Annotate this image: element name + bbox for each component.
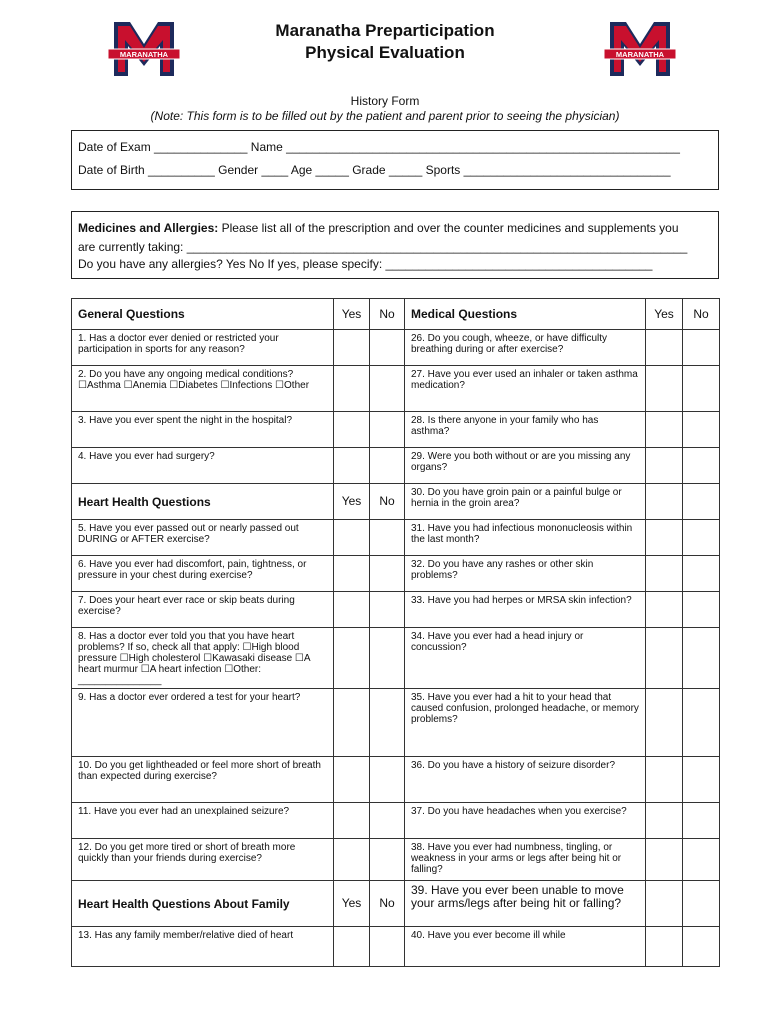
left-yes-cell[interactable] xyxy=(334,628,370,689)
right-no-cell[interactable] xyxy=(683,881,720,927)
left-question: 1. Has a doctor ever denied or restricted your participation in sports for any reason? xyxy=(72,330,334,366)
left-yes-cell[interactable] xyxy=(334,412,370,448)
right-question: 40. Have you ever become ill while xyxy=(405,927,646,967)
table-row xyxy=(72,412,720,448)
right-no-cell[interactable] xyxy=(683,803,720,839)
right-question: 39. Have you ever been unable to move your arms/legs after being hit or falling? xyxy=(405,881,646,927)
right-no-cell[interactable] xyxy=(683,366,720,412)
left-yes-cell[interactable] xyxy=(334,757,370,803)
left-yes-cell[interactable] xyxy=(334,448,370,484)
left-no-cell[interactable] xyxy=(370,757,405,803)
table-row xyxy=(72,839,720,881)
table-row xyxy=(72,520,720,556)
logo-text: MARANATHA xyxy=(119,50,169,59)
left-question: 8. Has a doctor ever told you that you have heart problems? If so, check all that apply: ☐High blood pressure ☐High cholesterol ☐Kawasaki disease ☐A heart murmur ☐A heart infection ☐Other: _______________ xyxy=(72,628,334,689)
table-row xyxy=(72,366,720,412)
title-line-1: Maranatha Preparticipation xyxy=(275,21,495,40)
medicines-taking-line[interactable]: are currently taking: ___________________________________________________________________________ xyxy=(78,240,688,254)
left-yes-cell[interactable] xyxy=(334,366,370,412)
right-yes-cell[interactable] xyxy=(646,484,683,520)
left-no-cell[interactable] xyxy=(370,366,405,412)
right-no-cell[interactable] xyxy=(683,592,720,628)
left-question: 5. Have you ever passed out or nearly passed out DURING or AFTER exercise? xyxy=(72,520,334,556)
right-no-cell[interactable] xyxy=(683,927,720,967)
right-question: 36. Do you have a history of seizure disorder? xyxy=(405,757,646,803)
right-no-cell[interactable] xyxy=(683,448,720,484)
left-question: Heart Health Questions xyxy=(72,484,334,520)
medicines-text: Please list all of the prescription and over the counter medicines and supplements you xyxy=(218,221,679,235)
right-yes-cell[interactable] xyxy=(646,592,683,628)
left-yes-cell[interactable] xyxy=(334,927,370,967)
table-row xyxy=(72,299,720,330)
right-yes-cell[interactable] xyxy=(646,757,683,803)
right-no-cell: No xyxy=(683,299,720,330)
form-subheading xyxy=(0,94,770,124)
right-yes-cell[interactable] xyxy=(646,330,683,366)
right-yes-cell[interactable] xyxy=(646,628,683,689)
left-no-cell[interactable] xyxy=(370,592,405,628)
right-question: 34. Have you ever had a head injury or concussion? xyxy=(405,628,646,689)
page-title xyxy=(0,20,770,64)
left-yes-cell: Yes xyxy=(334,299,370,330)
right-yes-cell[interactable] xyxy=(646,689,683,757)
table-row xyxy=(72,628,720,689)
right-yes-cell[interactable] xyxy=(646,927,683,967)
left-question: 10. Do you get lightheaded or feel more short of breath than expected during exercise? xyxy=(72,757,334,803)
right-question: 28. Is there anyone in your family who has asthma? xyxy=(405,412,646,448)
left-yes-cell[interactable] xyxy=(334,330,370,366)
left-no-cell[interactable] xyxy=(370,448,405,484)
right-question: 30. Do you have groin pain or a painful bulge or hernia in the groin area? xyxy=(405,484,646,520)
right-yes-cell[interactable] xyxy=(646,366,683,412)
left-no-cell[interactable] xyxy=(370,689,405,757)
left-question: 9. Has a doctor ever ordered a test for your heart? xyxy=(72,689,334,757)
right-question: 26. Do you cough, wheeze, or have difficulty breathing during or after exercise? xyxy=(405,330,646,366)
left-no-cell[interactable] xyxy=(370,839,405,881)
left-question: General Questions xyxy=(72,299,334,330)
left-question: Heart Health Questions About Family xyxy=(72,881,334,927)
right-question: 27. Have you ever used an inhaler or taken asthma medication? xyxy=(405,366,646,412)
left-question: 13. Has any family member/relative died of heart xyxy=(72,927,334,967)
right-question: 37. Do you have headaches when you exercise? xyxy=(405,803,646,839)
left-no-cell[interactable] xyxy=(370,628,405,689)
right-yes-cell[interactable] xyxy=(646,556,683,592)
medicines-line-1 xyxy=(78,221,679,235)
right-no-cell[interactable] xyxy=(683,628,720,689)
left-yes-cell[interactable] xyxy=(334,689,370,757)
form-note: (Note: This form is to be filled out by the patient and parent prior to seeing the physician) xyxy=(150,109,620,123)
left-yes-cell[interactable] xyxy=(334,592,370,628)
right-yes-cell[interactable] xyxy=(646,881,683,927)
form-name: History Form xyxy=(350,94,420,108)
left-yes-cell[interactable] xyxy=(334,803,370,839)
left-no-cell: No xyxy=(370,299,405,330)
questions-table xyxy=(71,298,720,967)
table-row xyxy=(72,484,720,520)
table-row xyxy=(72,556,720,592)
right-yes-cell[interactable] xyxy=(646,448,683,484)
right-question: 29. Were you both without or are you missing any organs? xyxy=(405,448,646,484)
left-no-cell[interactable] xyxy=(370,412,405,448)
personal-info-box xyxy=(71,130,719,190)
right-yes-cell: Yes xyxy=(646,299,683,330)
right-question: 31. Have you had infectious mononucleosis within the last month? xyxy=(405,520,646,556)
right-yes-cell[interactable] xyxy=(646,839,683,881)
left-yes-cell: Yes xyxy=(334,881,370,927)
right-no-cell[interactable] xyxy=(683,520,720,556)
left-question: 12. Do you get more tired or short of breath more quickly than your friends during exercise? xyxy=(72,839,334,881)
left-no-cell: No xyxy=(370,881,405,927)
left-question: 6. Have you ever had discomfort, pain, tightness, or pressure in your chest during exercise? xyxy=(72,556,334,592)
right-question: 35. Have you ever had a hit to your head that caused confusion, prolonged headache, or memory problems? xyxy=(405,689,646,757)
right-question: 33. Have you had herpes or MRSA skin infection? xyxy=(405,592,646,628)
table-row xyxy=(72,689,720,757)
right-no-cell[interactable] xyxy=(683,839,720,881)
right-no-cell[interactable] xyxy=(683,412,720,448)
table-row xyxy=(72,448,720,484)
right-no-cell[interactable] xyxy=(683,689,720,757)
left-no-cell: No xyxy=(370,484,405,520)
right-no-cell[interactable] xyxy=(683,757,720,803)
table-row xyxy=(72,927,720,967)
right-question: 32. Do you have any rashes or other skin problems? xyxy=(405,556,646,592)
left-question: 11. Have you ever had an unexplained seizure? xyxy=(72,803,334,839)
right-no-cell[interactable] xyxy=(683,484,720,520)
logo-text: MARANATHA xyxy=(615,50,665,59)
left-no-cell[interactable] xyxy=(370,803,405,839)
exam-name-line[interactable]: Date of Exam ______________ Name ___________________________________________________________ xyxy=(78,140,680,154)
title-line-2: Physical Evaluation xyxy=(305,43,465,62)
left-question: 4. Have you ever had surgery? xyxy=(72,448,334,484)
right-no-cell[interactable] xyxy=(683,556,720,592)
table-row xyxy=(72,757,720,803)
birth-gender-line[interactable]: Date of Birth __________ Gender ____ Age _____ Grade _____ Sports _______________________________ xyxy=(78,163,671,177)
left-no-cell[interactable] xyxy=(370,556,405,592)
right-yes-cell[interactable] xyxy=(646,803,683,839)
right-yes-cell[interactable] xyxy=(646,520,683,556)
left-question: 7. Does your heart ever race or skip beats during exercise? xyxy=(72,592,334,628)
medicines-box xyxy=(71,211,719,279)
left-yes-cell[interactable] xyxy=(334,839,370,881)
left-yes-cell: Yes xyxy=(334,484,370,520)
table-row xyxy=(72,330,720,366)
right-yes-cell[interactable] xyxy=(646,412,683,448)
left-no-cell[interactable] xyxy=(370,330,405,366)
right-no-cell[interactable] xyxy=(683,330,720,366)
right-question: 38. Have you ever had numbness, tingling, or weakness in your arms or legs after being hit or falling? xyxy=(405,839,646,881)
left-yes-cell[interactable] xyxy=(334,520,370,556)
table-row xyxy=(72,881,720,927)
table-row xyxy=(72,803,720,839)
medicines-label: Medicines and Allergies: xyxy=(78,221,219,235)
allergies-line[interactable]: Do you have any allergies? Yes No If yes, please specify: ________________________________________ xyxy=(78,257,653,271)
table-row xyxy=(72,592,720,628)
left-question: 2. Do you have any ongoing medical conditions? ☐Asthma ☐Anemia ☐Diabetes ☐Infections ☐Other xyxy=(72,366,334,412)
right-question: Medical Questions xyxy=(405,299,646,330)
left-yes-cell[interactable] xyxy=(334,556,370,592)
left-no-cell[interactable] xyxy=(370,520,405,556)
left-no-cell[interactable] xyxy=(370,927,405,967)
left-question: 3. Have you ever spent the night in the hospital? xyxy=(72,412,334,448)
